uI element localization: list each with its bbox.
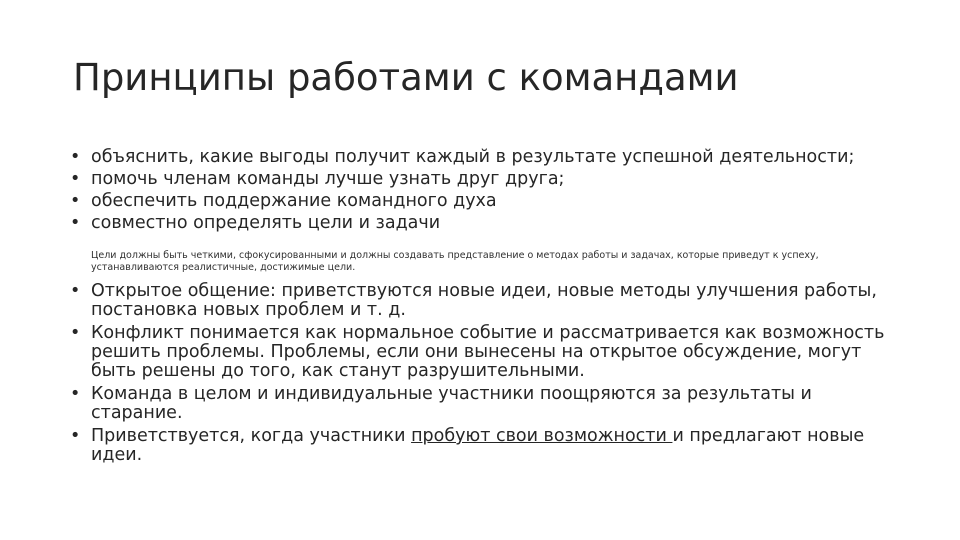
list-item-text: совместно определять цели и задачи bbox=[91, 213, 441, 233]
list-item bbox=[70, 212, 854, 234]
goals-note: Цели должны быть четкими, сфокусированными и должны создавать представление о методах работы и задачах, которые приведут к успеху, устанавливаются реалистичные, достижимые цели. bbox=[91, 250, 819, 273]
first-bullet-list bbox=[70, 146, 854, 234]
list-item bbox=[70, 282, 901, 320]
bullet-icon: • bbox=[70, 281, 81, 301]
list-item bbox=[70, 190, 854, 212]
list-item-text-before: Приветствуется, когда участники bbox=[91, 426, 412, 446]
list-item bbox=[70, 168, 854, 190]
list-item-text: Конфликт понимается как нормальное событие и рассматривается как возможность решить проблемы. Проблемы, если они вынесены на открытое обсуждение, могут быть решены до того, как станут разрушительными. bbox=[91, 323, 885, 381]
list-item-text: Команда в целом и индивидуальные участники поощряются за результаты и старание. bbox=[91, 384, 812, 423]
bullet-icon: • bbox=[70, 213, 81, 233]
list-item bbox=[70, 146, 854, 168]
bullet-icon: • bbox=[70, 147, 81, 167]
list-item bbox=[70, 427, 901, 465]
list-item-text: помочь членам команды лучше узнать друг друга; bbox=[91, 169, 565, 189]
underlined-phrase: пробуют свои возможности bbox=[411, 426, 673, 446]
bullet-icon: • bbox=[70, 323, 81, 343]
bullet-icon: • bbox=[70, 191, 81, 211]
list-item-text: обеспечить поддержание командного духа bbox=[91, 191, 497, 211]
list-item-text: Открытое общение: приветствуются новые идеи, новые методы улучшения работы, постановка новых проблем и т. д. bbox=[91, 281, 877, 320]
bullet-icon: • bbox=[70, 426, 81, 446]
bullet-icon: • bbox=[70, 384, 81, 404]
list-item bbox=[70, 324, 901, 381]
bullet-icon: • bbox=[70, 169, 81, 189]
second-bullet-list bbox=[70, 282, 901, 469]
list-item bbox=[70, 385, 901, 423]
list-item-text: объяснить, какие выгоды получит каждый в результате успешной деятельности; bbox=[91, 147, 855, 167]
slide-title: Принципы работами с командами bbox=[73, 56, 739, 99]
list-item-text-after: и предлагают новые идеи. bbox=[91, 426, 865, 465]
